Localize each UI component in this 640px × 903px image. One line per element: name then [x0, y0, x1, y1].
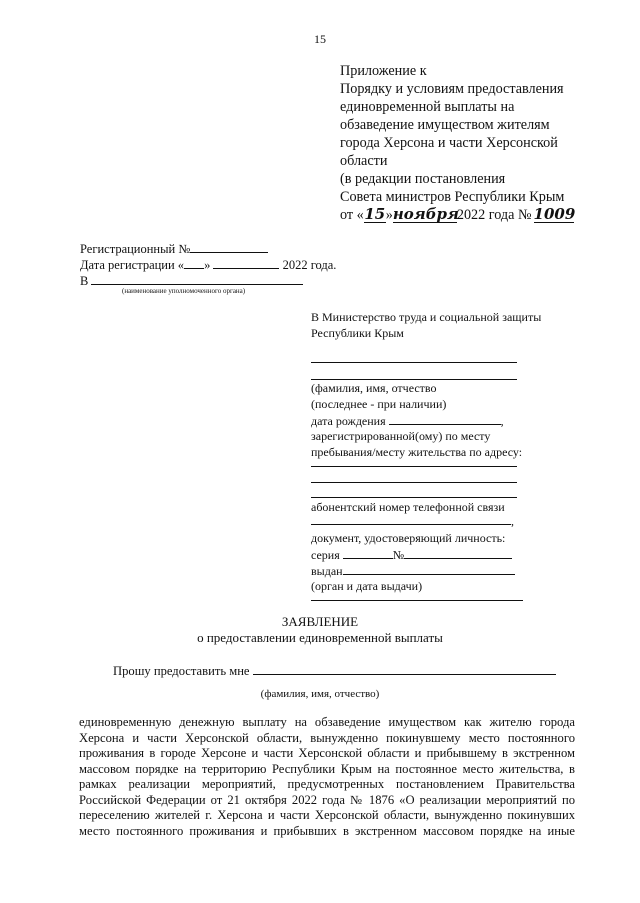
- statement-title: ЗАЯВЛЕНИЕ: [281, 614, 359, 629]
- address-line-1[interactable]: [311, 466, 517, 467]
- handwritten-doc-number: 1009: [533, 205, 576, 223]
- authority-blank[interactable]: [91, 272, 303, 285]
- request-line: [113, 662, 556, 679]
- request-label: Прошу предоставить мне: [113, 664, 250, 678]
- ministry-line: В Министерство труда и социальной защиты: [311, 310, 542, 324]
- reg-date-label: Дата регистрации «: [80, 258, 185, 272]
- body-line: единовременную денежную выплату на обзаведение имуществом как жителю города: [79, 715, 575, 729]
- appendix-date-line: [340, 206, 630, 224]
- body-line: рамках реализации мероприятий, предусмотренных постановлением Правительства: [79, 777, 575, 791]
- body-line: массовом порядке на территорию Республики Крым на постоянное место жительства, в: [79, 761, 575, 776]
- registration-number-line: [80, 240, 268, 257]
- statement-subtitle: о предоставлении единовременной выплаты: [197, 630, 443, 645]
- issued-blank[interactable]: [343, 562, 515, 575]
- fio-caption-2: (последнее - при наличии): [311, 397, 447, 411]
- body-line: проживания в городе Херсоне и части Херсонской области и прибывшему в экстренном: [79, 746, 575, 760]
- series-blank[interactable]: [343, 546, 393, 559]
- page-number: 15: [314, 32, 326, 46]
- issuer-line[interactable]: [311, 600, 523, 601]
- residence-label: пребывания/месту жительства по адресу:: [311, 445, 523, 459]
- request-fio-blank[interactable]: [253, 662, 556, 675]
- phone-blank[interactable]: [311, 512, 511, 525]
- phone-label: абонентский номер телефонной связи: [311, 500, 505, 514]
- appendix-line: города Херсона и части Херсонской: [340, 135, 558, 151]
- birth-date-blank[interactable]: [389, 412, 501, 425]
- reg-day-blank[interactable]: [184, 256, 204, 269]
- handwritten-month: ноября: [392, 205, 459, 223]
- statement-body: [79, 715, 575, 839]
- address-line-2[interactable]: [311, 482, 517, 483]
- date-quote: »: [385, 207, 393, 223]
- appendix-line: Приложение к: [340, 63, 427, 79]
- registered-label: зарегистрированной(ому) по месту: [311, 429, 491, 443]
- appendix-line: Порядку и условиям предоставления: [340, 81, 564, 97]
- issued-label: выдан: [311, 564, 343, 578]
- fio-caption: (фамилия, имя, отчество: [311, 381, 437, 395]
- address-line-3[interactable]: [311, 497, 517, 498]
- date-prefix: от «: [340, 207, 364, 223]
- applicant-line-1[interactable]: [311, 362, 517, 363]
- authority-caption: (наименование уполномоченного органа): [122, 287, 246, 295]
- registration-date-line: [80, 256, 336, 273]
- phone-line: [311, 512, 514, 530]
- appendix-line: (в редакции постановления: [340, 171, 506, 187]
- body-line: Херсона и части Херсонской области, вынужденно покинувшему место постоянного: [79, 730, 575, 745]
- appendix-line: единовременной выплаты на: [340, 99, 515, 115]
- doc-number-blank[interactable]: [404, 546, 512, 559]
- body-line: переселению жителей г. Херсона и части Херсонской области, вынужденно покинувших: [79, 808, 575, 822]
- number-label: №: [392, 548, 405, 562]
- appendix-line: обзаведение имуществом жителям: [340, 117, 550, 133]
- authority-prefix: В: [80, 274, 89, 288]
- issuer-caption: (орган и дата выдачи): [311, 579, 423, 593]
- reg-number-blank[interactable]: [190, 240, 268, 253]
- series-label: серия: [311, 548, 340, 562]
- appendix-header: [340, 62, 630, 224]
- appendix-line: области: [340, 153, 388, 169]
- handwritten-day: 15: [364, 205, 386, 223]
- ministry-line-2: Республики Крым: [311, 326, 404, 340]
- reg-month-blank[interactable]: [213, 256, 279, 269]
- request-fio-caption: (фамилия, имя, отчество): [260, 688, 380, 700]
- date-year-text: 2022 года №: [456, 207, 532, 223]
- birth-label: дата рождения: [311, 414, 386, 428]
- body-line: место постоянного проживания и прибывших в экстренном массовом порядке на иные: [79, 823, 575, 838]
- reg-date-year: 2022 года.: [282, 258, 337, 272]
- birth-end: ,: [500, 414, 504, 428]
- reg-date-mid: »: [204, 258, 211, 272]
- id-doc-label: документ, удостоверяющий личность:: [311, 531, 506, 545]
- phone-end: ,: [511, 514, 514, 528]
- reg-number-label: Регистрационный №: [80, 242, 191, 256]
- body-line: Российской Федерации от 21 октября 2022 года № 1876 «О реализации мероприятий по: [79, 792, 575, 807]
- appendix-line: Совета министров Республики Крым: [340, 189, 565, 205]
